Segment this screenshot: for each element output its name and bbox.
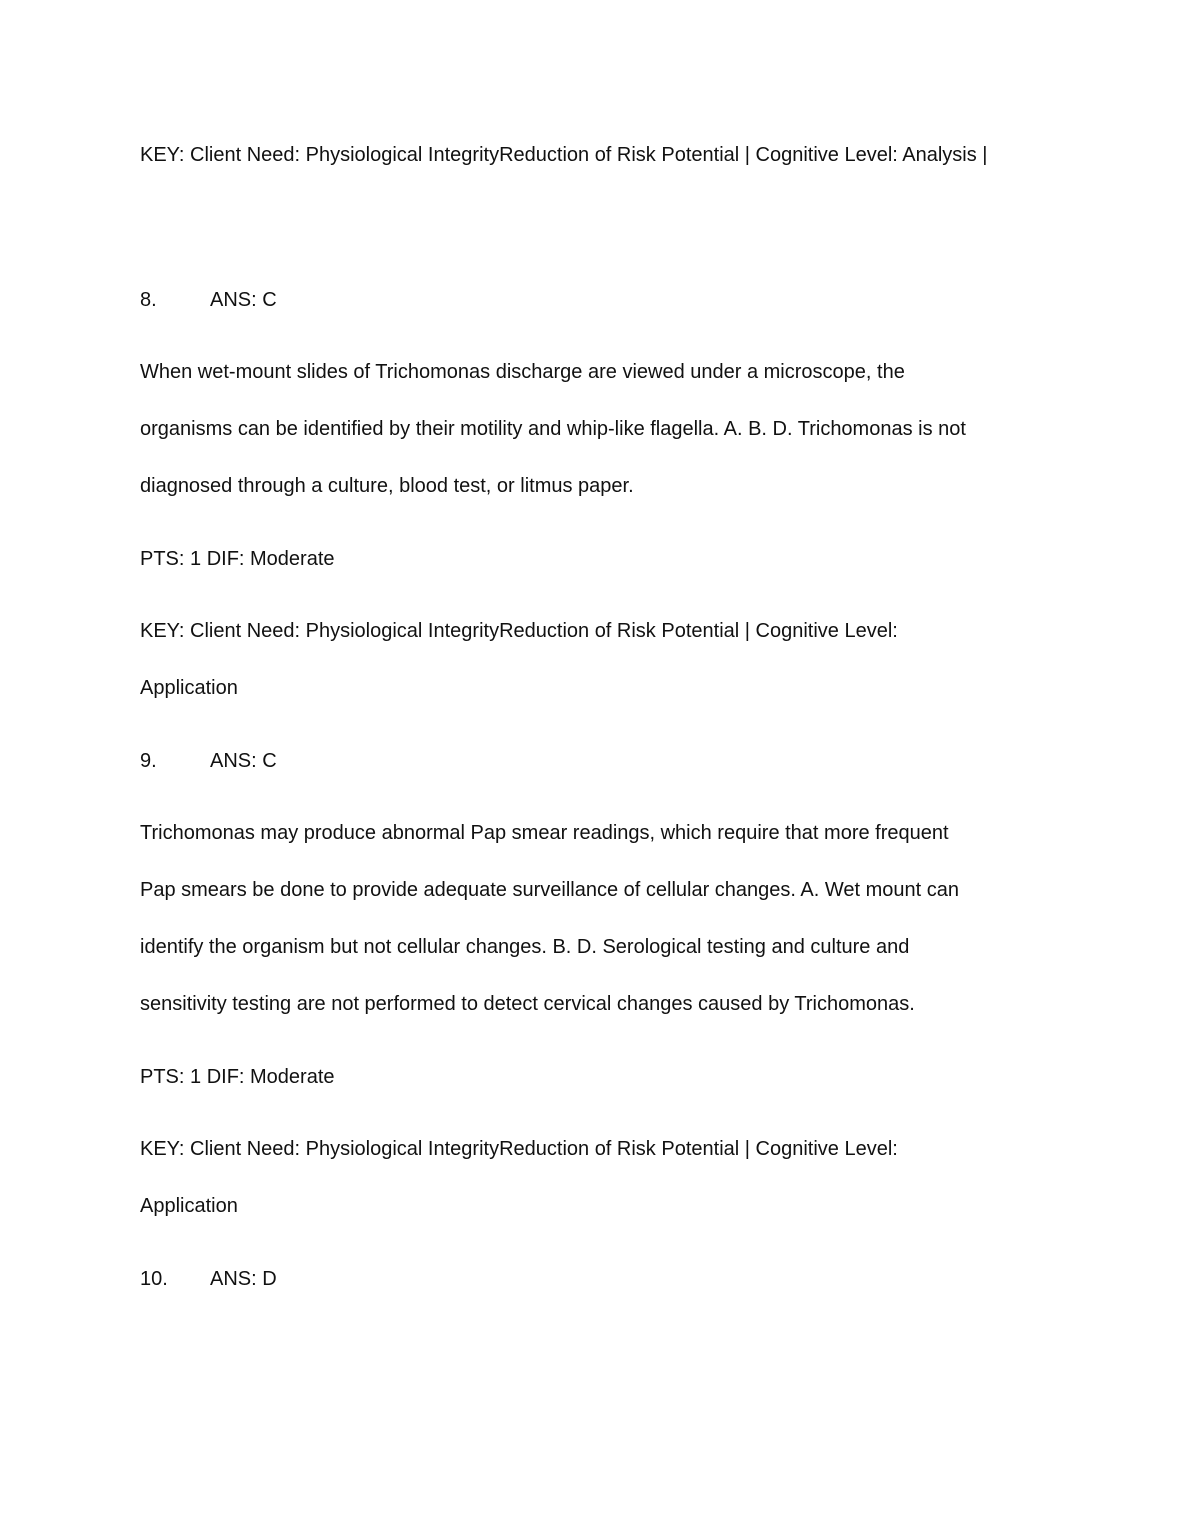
item9-number: 9. (140, 750, 157, 772)
item9-rationale-line-3: identify the organism but not cellular changes. B. D. Serological testing and culture and (140, 936, 910, 958)
item8-answer: ANS: C (210, 289, 277, 311)
item9-key-line-1: KEY: Client Need: Physiological IntegrityReduction of Risk Potential | Cognitive Level: (140, 1138, 898, 1160)
item9-rationale-line-4: sensitivity testing are not performed to detect cervical changes caused by Trichomonas. (140, 993, 915, 1015)
item8-rationale-line-1: When wet-mount slides of Trichomonas discharge are viewed under a microscope, the (140, 361, 905, 383)
item9-key-line-2: Application (140, 1195, 238, 1217)
item8-pts-dif: PTS: 1 DIF: Moderate (140, 548, 335, 570)
item8-key-line-2: Application (140, 677, 238, 699)
item9-answer: ANS: C (210, 750, 277, 772)
item10-header (140, 1267, 277, 1291)
item10-number: 10. (140, 1268, 168, 1290)
item9-rationale-line-1: Trichomonas may produce abnormal Pap smear readings, which require that more frequent (140, 822, 949, 844)
item10-answer: ANS: D (210, 1268, 277, 1290)
item8-rationale-line-3: diagnosed through a culture, blood test, or litmus paper. (140, 475, 634, 497)
item7-key-line: KEY: Client Need: Physiological IntegrityReduction of Risk Potential | Cognitive Level: Analysis | (140, 144, 988, 166)
item8-number: 8. (140, 289, 157, 311)
item9-pts-dif: PTS: 1 DIF: Moderate (140, 1066, 335, 1088)
item9-header (140, 749, 277, 773)
item9-rationale-line-2: Pap smears be done to provide adequate surveillance of cellular changes. A. Wet mount can (140, 879, 960, 901)
item8-rationale-line-2: organisms can be identified by their motility and whip-like flagella. A. B. D. Trichomonas is not (140, 418, 966, 440)
item8-header (140, 288, 277, 312)
item8-key-line-1: KEY: Client Need: Physiological IntegrityReduction of Risk Potential | Cognitive Level: (140, 620, 898, 642)
